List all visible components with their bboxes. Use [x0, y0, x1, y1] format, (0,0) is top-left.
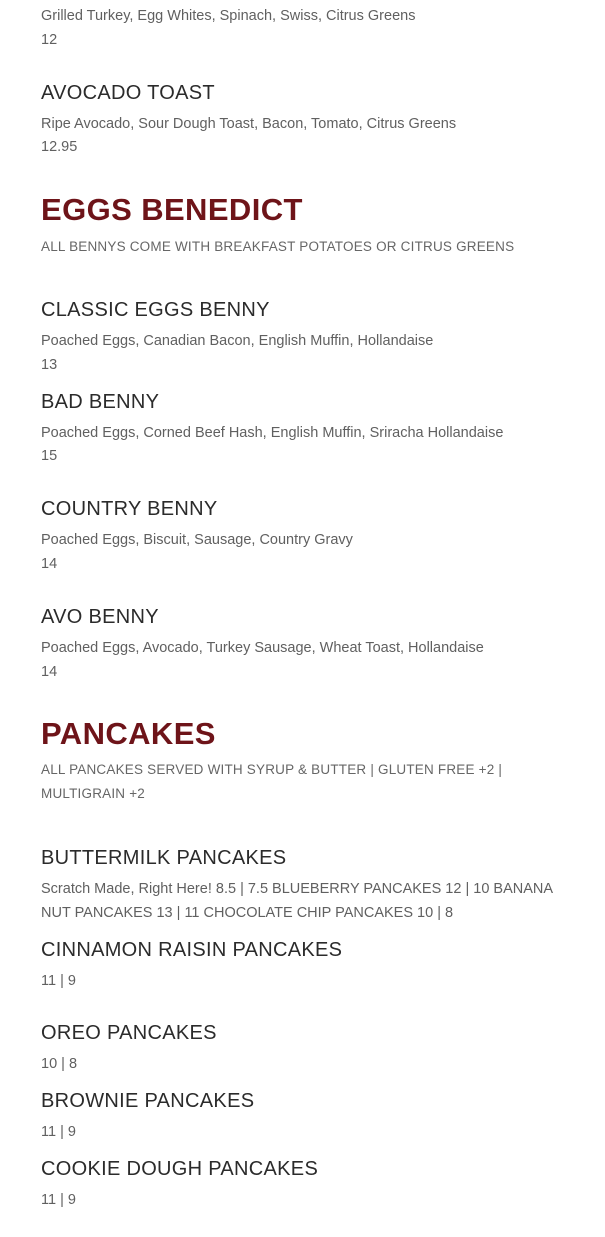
menu-item-price: 11 | 9 [41, 973, 76, 989]
menu-item-title: AVOCADO TOAST [41, 82, 215, 104]
menu-item-title: CINNAMON RAISIN PANCAKES [41, 939, 343, 961]
menu-item-description: Scratch Made, Right Here! 8.5 | 7.5 BLUEBERRY PANCAKES 12 | 10 BANANA NUT PANCAKES 13 | 11 CHOCOLATE CHIP PANCAKES 10 | 8 [41, 881, 553, 921]
menu-item-description: Poached Eggs, Avocado, Turkey Sausage, Wheat Toast, Hollandaise [41, 640, 484, 656]
menu-item-title: BAD BENNY [41, 391, 160, 413]
menu-item-description: Grilled Turkey, Egg Whites, Spinach, Swiss, Citrus Greens [41, 8, 416, 24]
menu-item-title: CLASSIC EGGS BENNY [41, 299, 270, 321]
menu-item-price: 12.95 [41, 139, 78, 155]
menu-item-title: BUTTERMILK PANCAKES [41, 847, 287, 869]
section-title-pancakes: PANCAKES [41, 716, 216, 751]
menu-item-title: COUNTRY BENNY [41, 498, 218, 520]
menu-item-description: Poached Eggs, Biscuit, Sausage, Country Gravy [41, 532, 353, 548]
menu-item-description: Ripe Avocado, Sour Dough Toast, Bacon, Tomato, Citrus Greens [41, 116, 457, 132]
menu-item-title: COOKIE DOUGH PANCAKES [41, 1158, 319, 1180]
menu-item-price: 14 [41, 664, 58, 680]
section-note: ALL PANCAKES SERVED WITH SYRUP & BUTTER | GLUTEN FREE +2 | MULTIGRAIN +2 [41, 762, 503, 801]
menu-item-title: OREO PANCAKES [41, 1022, 217, 1044]
menu-item-description: Poached Eggs, Corned Beef Hash, English Muffin, Sriracha Hollandaise [41, 425, 504, 441]
section-note: ALL BENNYS COME WITH BREAKFAST POTATOES OR CITRUS GREENS [41, 239, 515, 254]
menu-item-price: 14 [41, 556, 58, 572]
menu-item-price: 11 | 9 [41, 1124, 76, 1140]
menu-item-title: AVO BENNY [41, 606, 159, 628]
menu-item-title: BROWNIE PANCAKES [41, 1090, 255, 1112]
menu-item-price: 11 | 9 [41, 1192, 76, 1208]
menu-item-price: 13 [41, 357, 58, 373]
menu-item-description: Poached Eggs, Canadian Bacon, English Muffin, Hollandaise [41, 333, 434, 349]
menu-item-price: 15 [41, 448, 58, 464]
menu-item-price: 10 | 8 [41, 1056, 78, 1072]
menu-item-price: 12 [41, 32, 58, 48]
section-title-eggs-benedict: EGGS BENEDICT [41, 192, 303, 227]
